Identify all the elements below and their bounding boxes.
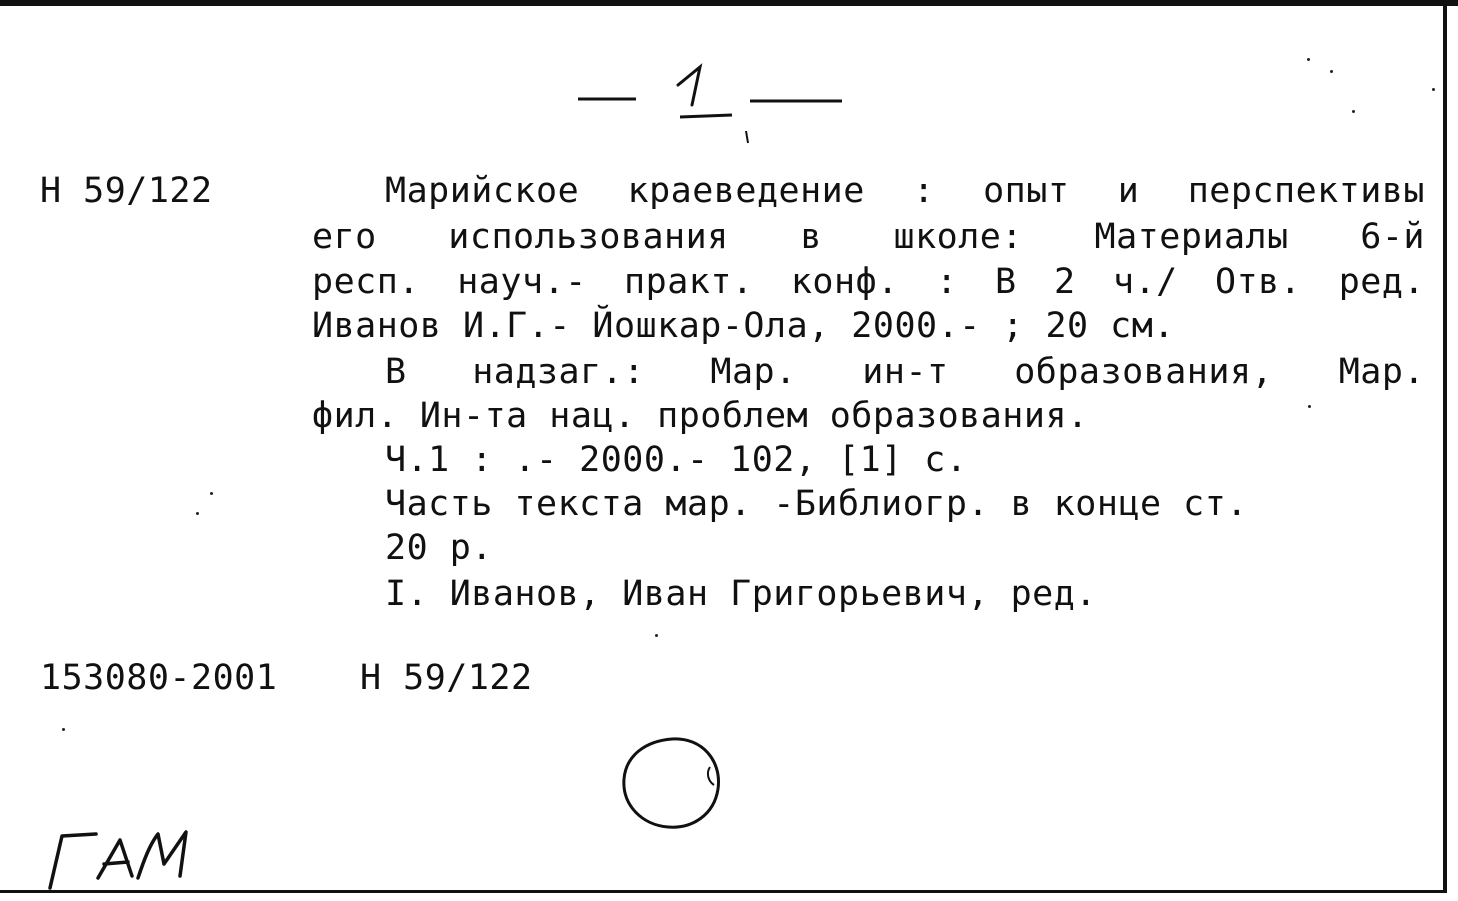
footer-shelf-mark: Н 59/122 (360, 658, 533, 698)
scan-speck (1352, 110, 1355, 113)
scan-speck (210, 492, 213, 495)
handwritten-initials (40, 820, 220, 895)
description-line-5: В надзаг.: Мар. ин-т образования, Мар. (385, 352, 1425, 392)
scan-speck (196, 512, 199, 515)
card-right-border (1443, 0, 1447, 892)
card-top-border (0, 0, 1458, 6)
description-line-6: фил. Ин-та нац. проблем образования. (312, 396, 1089, 436)
description-line-1: Марийское краеведение : опыт и перспективы (385, 171, 1425, 211)
description-line-10: I. Иванов, Иван Григорьевич, ред. (385, 574, 1097, 614)
description-line-2: его использования в школе: Материалы 6-й (312, 217, 1425, 257)
scan-speck (1308, 405, 1311, 408)
shelf-mark: Н 59/122 (40, 171, 213, 211)
scan-speck (1432, 88, 1435, 91)
description-line-9: 20 р. (385, 528, 493, 568)
description-line-7: Ч.1 : .- 2000.- 102, [1] с. (385, 440, 968, 480)
handwritten-page-number (560, 55, 860, 155)
circle-stamp (618, 733, 726, 833)
scan-speck (1330, 70, 1333, 73)
description-line-4: Иванов И.Г.- Йошкар-Ола, 2000.- ; 20 см. (312, 306, 1175, 346)
description-line-8: Часть текста мар. -Библиогр. в конце ст. (385, 484, 1248, 524)
description-line-3: респ. науч.- практ. конф. : В 2 ч./ Отв. ред. (312, 262, 1425, 302)
scan-speck (1307, 58, 1310, 61)
scan-speck (655, 634, 658, 637)
scan-speck (62, 728, 65, 731)
accession-number: 153080-2001 (40, 658, 278, 698)
